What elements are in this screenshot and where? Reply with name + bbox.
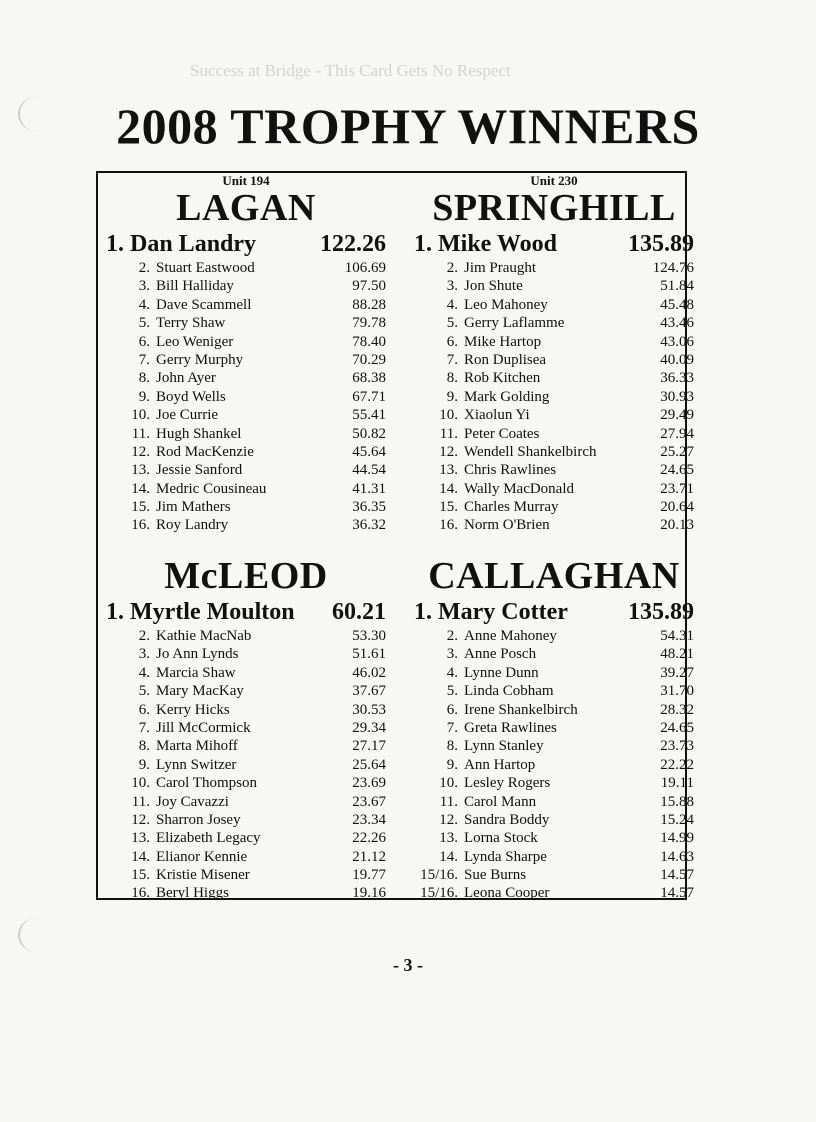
winner-name: 1. Mike Wood: [414, 231, 557, 257]
rank-position: 3.: [446, 278, 458, 295]
ranking-row: [106, 811, 386, 829]
player-name: Boyd Wells: [156, 388, 226, 405]
ranking-row: [414, 480, 694, 498]
ranking-row: [106, 369, 386, 387]
unit-label: Unit 194: [222, 173, 270, 188]
ranking-row: [106, 314, 386, 332]
player-score: 39.27: [660, 664, 694, 681]
player-name: Roy Landry: [156, 517, 229, 534]
player-score: 48.21: [660, 646, 694, 663]
player-score: 40.09: [660, 351, 694, 368]
player-score: 53.30: [352, 628, 386, 644]
ranking-row: [414, 682, 694, 700]
rank-position: 9.: [446, 756, 458, 773]
player-score: 31.70: [660, 683, 694, 700]
player-score: 37.67: [352, 683, 386, 700]
player-score: 28.32: [660, 701, 694, 718]
rank-position: 11.: [439, 425, 458, 442]
rank-position: 8.: [138, 738, 150, 755]
ranking-row: [414, 425, 694, 443]
player-score: 15.24: [660, 811, 694, 828]
winner-name: 1. Myrtle Moulton: [106, 599, 295, 625]
rank-position: 10.: [439, 407, 458, 424]
winner-row: [106, 229, 386, 259]
player-name: Sharron Josey: [156, 811, 241, 828]
player-name: Carol Mann: [464, 793, 537, 810]
ranking-row: [414, 388, 694, 406]
player-score: 124.76: [652, 260, 694, 276]
player-name: John Ayer: [156, 370, 216, 387]
rank-position: 8.: [446, 738, 458, 755]
winner-score: 122.26: [320, 231, 386, 257]
player-score: 23.69: [352, 775, 386, 792]
player-name: Elianor Kennie: [156, 848, 248, 865]
rank-position: 9.: [138, 756, 150, 773]
rank-position: 15.: [439, 499, 458, 516]
rank-position: 11.: [131, 793, 150, 810]
player-name: Jessie Sanford: [156, 462, 243, 479]
player-name: Rod MacKenzie: [156, 443, 254, 460]
rank-position: 12.: [439, 443, 458, 460]
ranking-row: [414, 866, 694, 884]
ranking-row: [106, 277, 386, 295]
ranking-row: [106, 333, 386, 351]
rank-position: 13.: [131, 830, 150, 847]
player-name: Elizabeth Legacy: [156, 830, 261, 847]
punch-hole-bottom: [18, 918, 54, 952]
winner-row: [414, 229, 694, 259]
player-score: 29.34: [352, 719, 386, 736]
player-name: Marcia Shaw: [156, 664, 236, 681]
player-score: 44.54: [352, 462, 386, 479]
player-score: 21.12: [352, 848, 386, 865]
ranking-row: [414, 774, 694, 792]
rank-position: 15.: [131, 499, 150, 516]
player-name: Anne Mahoney: [464, 628, 557, 644]
player-score: 54.31: [660, 628, 694, 644]
rank-position: 13.: [439, 462, 458, 479]
rank-position: 11.: [131, 425, 150, 442]
rank-position: 4.: [138, 664, 150, 681]
rank-position: 16.: [131, 517, 150, 534]
ranking-row: [414, 884, 694, 902]
player-name: Jim Praught: [464, 260, 537, 276]
ranking-row: [106, 884, 386, 902]
player-score: 27.94: [660, 425, 694, 442]
player-name: Mike Hartop: [464, 333, 542, 350]
player-name: Ron Duplisea: [464, 351, 547, 368]
player-score: 106.69: [344, 260, 386, 276]
player-name: Joe Currie: [156, 407, 219, 424]
rank-position: 6.: [138, 333, 150, 350]
player-score: 19.16: [352, 885, 386, 902]
rank-position: 13.: [439, 830, 458, 847]
player-score: 15.88: [660, 793, 694, 810]
ranking-row: [106, 259, 386, 277]
winner-name: 1. Mary Cotter: [414, 599, 568, 625]
rank-position: 2.: [446, 628, 458, 644]
ranking-row: [106, 866, 386, 884]
ranking-row: [106, 756, 386, 774]
unit-label: Unit 230: [530, 173, 578, 188]
rank-position: 7.: [138, 351, 150, 368]
ranking-row: [106, 516, 386, 534]
player-name: Leo Mahoney: [464, 296, 548, 313]
ranking-row: [414, 793, 694, 811]
ranking-row: [414, 756, 694, 774]
player-score: 79.78: [352, 315, 386, 332]
rank-position: 6.: [446, 333, 458, 350]
player-score: 27.17: [352, 738, 386, 755]
rank-position: 10.: [131, 407, 150, 424]
rank-position: 12.: [439, 811, 458, 828]
winner-score: 135.89: [628, 599, 694, 625]
rank-position: 10.: [131, 775, 150, 792]
player-name: Wendell Shankelbirch: [464, 443, 597, 460]
ranking-row: [106, 719, 386, 737]
player-name: Bill Halliday: [156, 278, 234, 295]
player-score: 45.64: [352, 443, 386, 460]
ranking-row: [106, 793, 386, 811]
player-name: Charles Murray: [464, 499, 559, 516]
player-name: Jo Ann Lynds: [156, 646, 239, 663]
player-score: 24.65: [660, 719, 694, 736]
ranking-row: [414, 811, 694, 829]
rank-position: 5.: [446, 315, 458, 332]
ranking-row: [414, 314, 694, 332]
rank-position: 14.: [439, 480, 458, 497]
player-score: 25.64: [352, 756, 386, 773]
section-callaghan: [414, 557, 694, 903]
player-name: Jill McCormick: [156, 719, 251, 736]
ranking-row: [106, 664, 386, 682]
ranking-row: [414, 461, 694, 479]
trophy-box: [96, 171, 694, 902]
ranking-row: [414, 664, 694, 682]
player-name: Wally MacDonald: [464, 480, 575, 497]
player-name: Mary MacKay: [156, 683, 244, 700]
player-name: Leo Weniger: [156, 333, 234, 350]
player-name: Irene Shankelbirch: [464, 701, 578, 718]
player-name: Lesley Rogers: [464, 775, 551, 792]
player-score: 22.22: [660, 756, 694, 773]
player-name: Anne Posch: [464, 646, 537, 663]
rank-position: 13.: [131, 462, 150, 479]
player-score: 29.49: [660, 407, 694, 424]
rank-position: 14.: [439, 848, 458, 865]
player-name: Leona Cooper: [464, 885, 550, 902]
ranking-row: [414, 627, 694, 645]
player-name: Peter Coates: [464, 425, 540, 442]
rank-position: 15/16.: [420, 867, 458, 884]
ranking-row: [106, 829, 386, 847]
rank-position: 8.: [138, 370, 150, 387]
rank-position: 7.: [446, 351, 458, 368]
player-name: Rob Kitchen: [464, 370, 541, 387]
player-score: 68.38: [352, 370, 386, 387]
player-name: Kathie MacNab: [156, 628, 252, 644]
player-name: Norm O'Brien: [464, 517, 550, 534]
player-score: 20.64: [660, 499, 694, 516]
player-name: Linda Cobham: [464, 683, 554, 700]
ranking-row: [106, 425, 386, 443]
player-score: 14.99: [660, 830, 694, 847]
player-score: 55.41: [352, 407, 386, 424]
section-lagan: [106, 173, 386, 535]
player-score: 46.02: [352, 664, 386, 681]
rank-position: 3.: [138, 646, 150, 663]
player-name: Marta Mihoff: [156, 738, 238, 755]
rank-position: 4.: [138, 296, 150, 313]
ranking-row: [106, 388, 386, 406]
club-name: McLEOD: [164, 555, 328, 597]
ranking-row: [414, 701, 694, 719]
player-score: 36.35: [352, 499, 386, 516]
ranking-row: [414, 719, 694, 737]
ranking-row: [106, 627, 386, 645]
player-name: Dave Scammell: [156, 296, 252, 313]
rank-position: 11.: [439, 793, 458, 810]
ranking-row: [106, 351, 386, 369]
rank-position: 3.: [138, 278, 150, 295]
player-score: 97.50: [352, 278, 386, 295]
rank-position: 2.: [138, 260, 150, 276]
player-score: 22.26: [352, 830, 386, 847]
rank-position: 4.: [446, 664, 458, 681]
ranking-row: [106, 498, 386, 516]
player-name: Lynn Stanley: [464, 738, 544, 755]
ranking-row: [414, 351, 694, 369]
winner-name: 1. Dan Landry: [106, 231, 257, 257]
ranking-row: [106, 461, 386, 479]
club-name: SPRINGHILL: [432, 187, 676, 229]
page-number: - 3 -: [393, 955, 423, 975]
player-score: 23.34: [352, 811, 386, 828]
player-score: 78.40: [352, 333, 386, 350]
player-name: Lynda Sharpe: [464, 848, 547, 865]
rank-position: 16.: [131, 885, 150, 902]
rank-position: 6.: [138, 701, 150, 718]
player-score: 43.06: [660, 333, 694, 350]
player-score: 23.73: [660, 738, 694, 755]
rank-position: 15/16.: [420, 885, 458, 902]
ranking-row: [106, 645, 386, 663]
ranking-row: [106, 443, 386, 461]
ranking-row: [414, 516, 694, 534]
player-score: 36.32: [352, 517, 386, 534]
player-name: Stuart Eastwood: [156, 260, 255, 276]
rank-position: 2.: [138, 628, 150, 644]
player-name: Kristie Misener: [156, 867, 250, 884]
player-name: Ann Hartop: [464, 756, 536, 773]
player-score: 30.53: [352, 701, 386, 718]
player-score: 88.28: [352, 296, 386, 313]
rank-position: 9.: [138, 388, 150, 405]
winner-score: 135.89: [628, 231, 694, 257]
player-score: 25.27: [660, 443, 694, 460]
rank-position: 3.: [446, 646, 458, 663]
player-score: 20.13: [660, 517, 694, 534]
rank-position: 4.: [446, 296, 458, 313]
ranking-row: [106, 848, 386, 866]
player-score: 43.46: [660, 315, 694, 332]
rank-position: 7.: [138, 719, 150, 736]
ranking-row: [414, 498, 694, 516]
player-name: Chris Rawlines: [464, 462, 557, 479]
player-score: 70.29: [352, 351, 386, 368]
ranking-row: [414, 277, 694, 295]
winner-score: 60.21: [332, 599, 386, 625]
ranking-row: [414, 333, 694, 351]
ranking-row: [414, 848, 694, 866]
rank-position: 14.: [131, 480, 150, 497]
rank-position: 8.: [446, 370, 458, 387]
player-score: 45.48: [660, 296, 694, 313]
winner-row: [106, 597, 386, 627]
player-score: 23.71: [660, 480, 694, 497]
player-score: 67.71: [352, 388, 386, 405]
rank-position: 2.: [446, 260, 458, 276]
player-name: Sue Burns: [464, 867, 527, 884]
section-springhill: [414, 173, 694, 535]
player-score: 51.61: [352, 646, 386, 663]
ranking-row: [414, 259, 694, 277]
player-name: Beryl Higgs: [156, 885, 229, 902]
rank-position: 14.: [131, 848, 150, 865]
player-score: 19.77: [352, 867, 386, 884]
ranking-row: [106, 701, 386, 719]
rank-position: 5.: [138, 683, 150, 700]
player-score: 24.65: [660, 462, 694, 479]
player-score: 14.57: [660, 867, 694, 884]
player-name: Hugh Shankel: [156, 425, 242, 442]
rank-position: 5.: [138, 315, 150, 332]
rank-position: 12.: [131, 811, 150, 828]
player-score: 14.57: [660, 885, 694, 902]
player-name: Gerry Murphy: [156, 351, 244, 368]
player-name: Greta Rawlines: [464, 719, 557, 736]
player-score: 50.82: [352, 425, 386, 442]
ranking-row: [106, 682, 386, 700]
player-name: Carol Thompson: [156, 775, 257, 792]
ranking-row: [106, 480, 386, 498]
ranking-row: [414, 406, 694, 424]
player-name: Jon Shute: [464, 278, 523, 295]
rank-position: 12.: [131, 443, 150, 460]
player-name: Mark Golding: [464, 388, 550, 405]
player-score: 19.11: [660, 775, 694, 792]
ranking-row: [414, 737, 694, 755]
player-name: Joy Cavazzi: [156, 793, 229, 810]
player-name: Lynne Dunn: [464, 664, 539, 681]
ranking-row: [414, 296, 694, 314]
ranking-row: [106, 737, 386, 755]
club-name: LAGAN: [176, 187, 316, 229]
rank-position: 7.: [446, 719, 458, 736]
player-score: 14.63: [660, 848, 694, 865]
rank-position: 6.: [446, 701, 458, 718]
rank-position: 10.: [439, 775, 458, 792]
player-score: 30.93: [660, 388, 694, 405]
player-name: Sandra Boddy: [464, 811, 550, 828]
ranking-row: [414, 645, 694, 663]
ranking-row: [106, 406, 386, 424]
ranking-row: [414, 369, 694, 387]
player-name: Terry Shaw: [156, 315, 226, 332]
player-name: Xiaolun Yi: [464, 407, 530, 424]
player-name: Medric Cousineau: [156, 480, 267, 497]
bleed-through-heading: Success at Bridge - This Card Gets No Respect: [190, 62, 511, 80]
player-name: Lynn Switzer: [156, 756, 237, 773]
ranking-row: [414, 829, 694, 847]
player-name: Lorna Stock: [464, 830, 538, 847]
section-mcleod: [106, 557, 386, 903]
player-score: 23.67: [352, 793, 386, 810]
ranking-list: [106, 259, 386, 535]
player-name: Jim Mathers: [156, 499, 231, 516]
player-score: 51.84: [660, 278, 694, 295]
player-name: Kerry Hicks: [156, 701, 230, 718]
player-score: 36.33: [660, 370, 694, 387]
ranking-list: [414, 627, 694, 903]
ranking-row: [106, 296, 386, 314]
rank-position: 5.: [446, 683, 458, 700]
winner-row: [414, 597, 694, 627]
ranking-row: [414, 443, 694, 461]
rank-position: 9.: [446, 388, 458, 405]
rank-position: 15.: [131, 867, 150, 884]
ranking-list: [106, 627, 386, 903]
ranking-row: [106, 774, 386, 792]
ranking-list: [414, 259, 694, 535]
rank-position: 16.: [439, 517, 458, 534]
page-title: 2008 TROPHY WINNERS: [116, 98, 700, 154]
club-name: CALLAGHAN: [428, 555, 680, 597]
player-name: Gerry Laflamme: [464, 315, 565, 332]
player-score: 41.31: [352, 480, 386, 497]
